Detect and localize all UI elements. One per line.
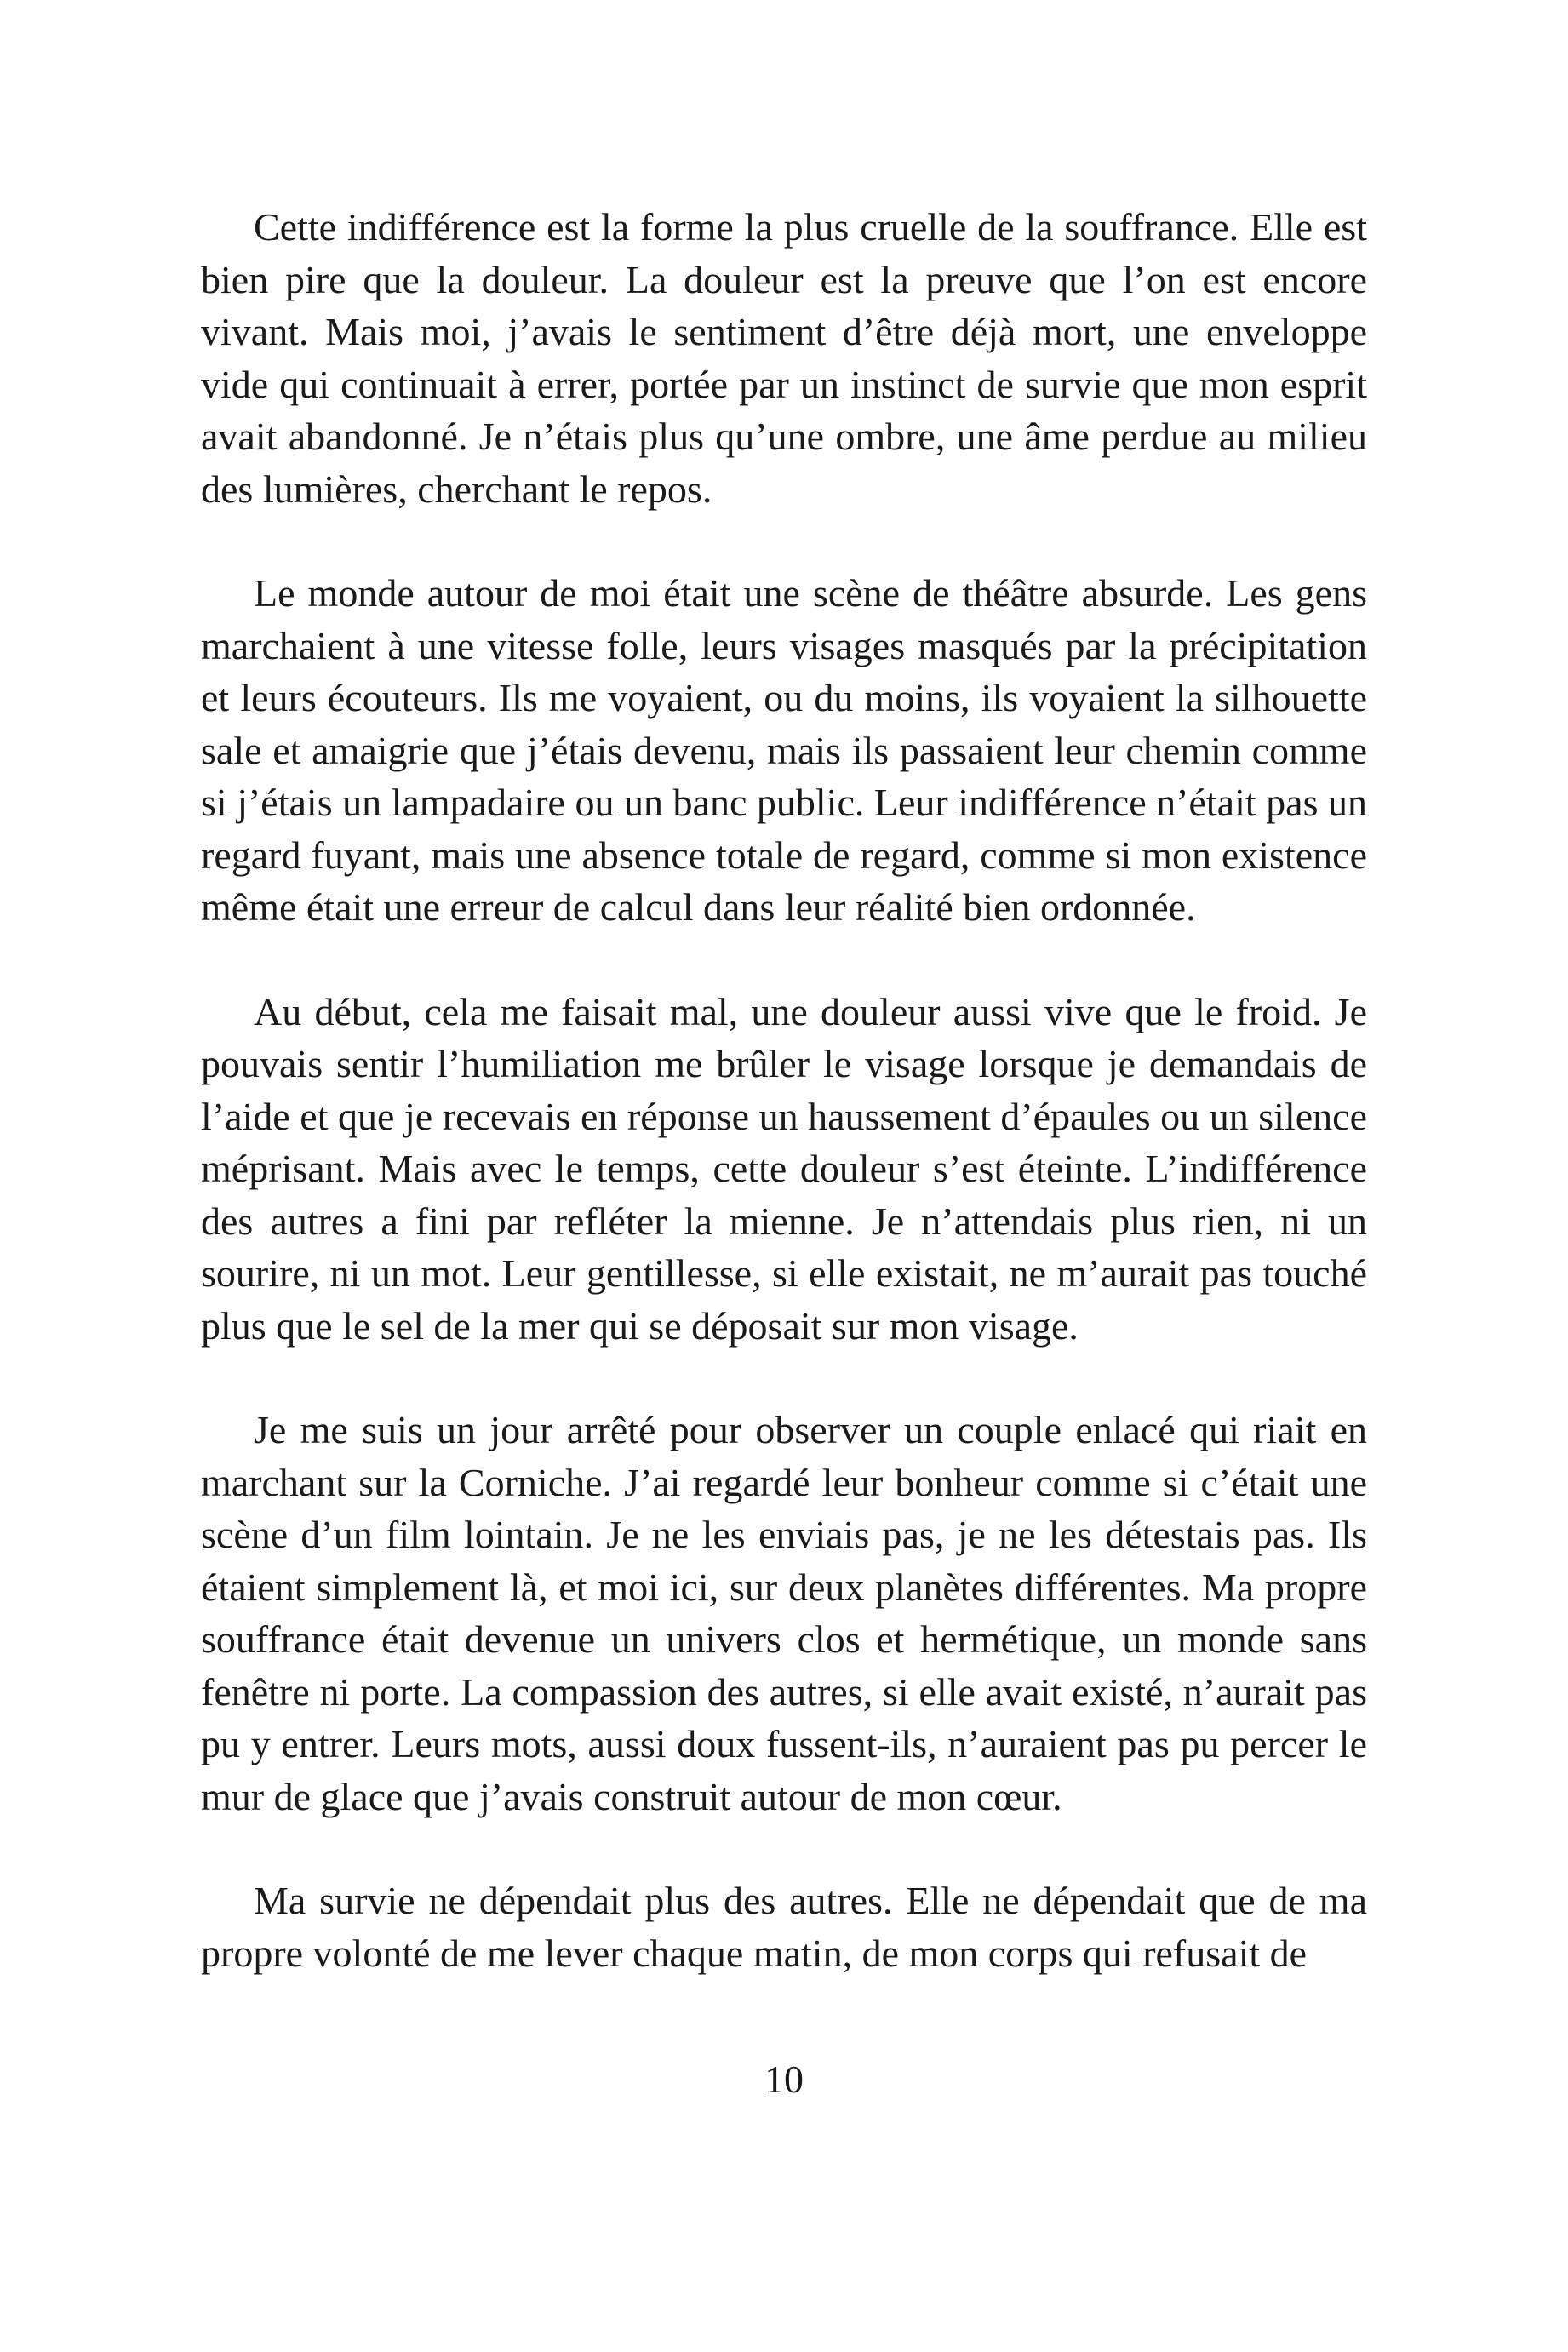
paragraph-5: Ma survie ne dépendait plus des autres. Elle ne dépendait que de ma propre volonté de me lever chaque matin, de mon corps qui refusait de — [201, 1879, 1367, 1975]
paragraph-1: Cette indifférence est la forme la plus cruelle de la souffrance. Elle est bien pire que la douleur. La douleur est la preuve que l’on est encore vivant. Mais moi, j’avais le sentiment d’être déjà mort, une enveloppe vide qui continuait à errer, portée par un instinct de survie que mon esprit avait abandonné. Je n’étais plus qu’une ombre, une âme perdue au milieu des lumières, cherchant le repos. — [201, 205, 1367, 511]
page-number: 10 — [764, 2057, 804, 2101]
body-text — [201, 201, 1367, 1979]
paragraph-3: Au début, cela me faisait mal, une douleur aussi vive que le froid. Je pouvais sentir l’humiliation me brûler le visage lorsque je demandais de l’aide et que je recevais en réponse un haussement d’épaules ou un silence méprisant. Mais avec le temps, cette douleur s’est éteinte. L’indifférence des autres a fini par refléter la mienne. Je n’attendais plus rien, ni un sourire, ni un mot. Leur gentillesse, si elle existait, ne m’aurait pas touché plus que le sel de la mer qui se déposait sur mon visage. — [201, 989, 1367, 1348]
paragraph-2: Le monde autour de moi était une scène de théâtre absurde. Les gens marchaient à une vitesse folle, leurs visages masqués par la précipitation et leurs écouteurs. Ils me voyaient, ou du moins, ils voyaient la silhouette sale et amaigrie que j’étais devenu, mais ils passaient leur chemin comme si j’étais un lampadaire ou un banc public. Leur indifférence n’était pas un regard fuyant, mais une absence totale de regard, comme si mon existence même était une erreur de calcul dans leur réalité bien ordonnée. — [201, 571, 1367, 929]
paragraph-4: Je me suis un jour arrêté pour observer un couple enlacé qui riait en marchant sur la Corniche. J’ai regardé leur bonheur comme si c’était une scène d’un film lointain. Je ne les enviais pas, je ne les détestais pas. Ils étaient simplement là, et moi ici, sur deux planètes différentes. Ma propre souffrance était devenue un univers clos et hermétique, un monde sans fenêtre ni porte. La compassion des autres, si elle avait existé, n’aurait pas pu y entrer. Leurs mots, aussi doux fussent-ils, n’auraient pas pu percer le mur de glace que j’avais construit autour de mon cœur. — [201, 1408, 1367, 1818]
